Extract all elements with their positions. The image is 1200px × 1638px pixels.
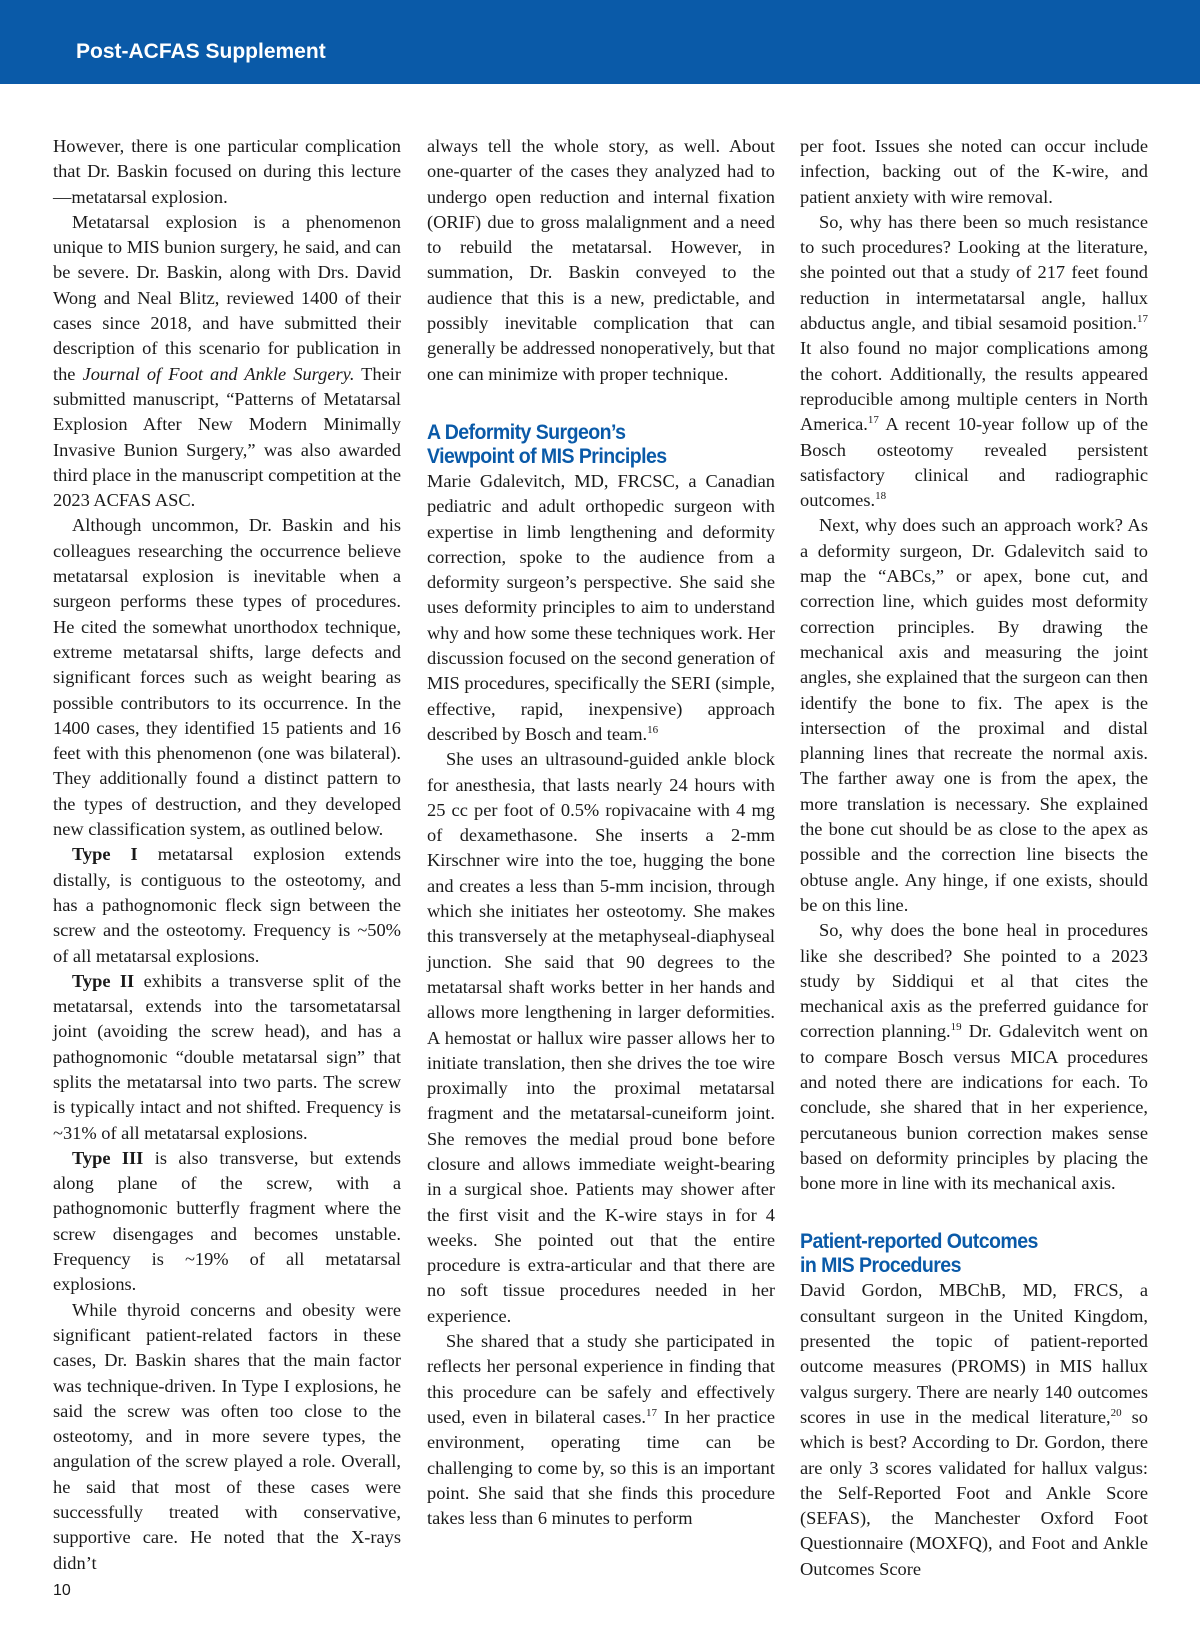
paragraph: per foot. Issues she noted can occur include infection, backing out of the K-wire, and patient anxiety with wire removal. [800,136,1148,207]
reference-marker: 19 [950,1021,962,1034]
subheading: A Deformity Surgeon’s Viewpoint of MIS Principles [427,420,667,468]
subheading: Patient-reported Outcomes in MIS Procedures [800,1230,1038,1278]
column-3 [800,134,1148,1582]
paragraph: always tell the whole story, as well. About one-quarter of the cases they analyzed had to undergo open reduction and internal fixation (ORIF) due to gross malalignment and a need to rebuild the metatarsal. However, in summation, Dr. Baskin conveyed to the audience that this is a new, predictable, and possibly inevitable complication that can generally be addressed nonoperatively, but that one can minimize with proper technique. [427,136,775,384]
reference-marker: 20 [1110,1406,1122,1419]
page-number: 10 [53,1582,71,1599]
paragraph: She shared that a study she participated in reflects her personal experience in finding that this procedure can be safely and effectively used, even in bilateral cases.$^{17}$ In her practice environment, operating time can be challenging to come by, so this is an important point. She said that she finds this procedure takes less than 6 minutes to perform [427,1331,775,1529]
reference-marker: 18 [875,490,887,503]
paragraph: She uses an ultrasound-guided ankle block for anesthesia, that lasts nearly 24 hours with 25 cc per foot of 0.5% ropivacaine with 4 mg of dexamethasone. She inserts a 2-mm Kirschner wire into the toe, hugging the bone and creates a less than 5-mm incision, through which she initiates her osteotomy. She makes this transversely at the metaphyseal-diaphyseal junction. She said that 90 degrees to the metatarsal shaft works better in her hands and allows more lengthening in larger deformities. A hemostat or hallux wire passer allows her to initiate translation, then she drives the toe wire proximally into the proximal metatarsal fragment and the metatarsal-cuneiform joint. She removes the medial proud bone before closure and allows immediate weight-bearing in a surgical shoe. Patients may shower after the first visit and the K-wire stays in for 4 weeks. She pointed out that the entire procedure is extra-articular and that there are no soft tissue procedures needed in her experience. [427,749,775,1326]
paragraph: However, there is one particular complication that Dr. Baskin focused on during this lecture—metatarsal explosion. [53,136,401,207]
type-label: Type I [72,844,138,865]
reference-marker: 16 [647,723,659,736]
paragraph-type-1: Type I metatarsal explosion extends distally, is contiguous to the osteotomy, and has a pathognomonic fleck sign between the screw and the osteotomy. Frequency is ~50% of all metatarsal explosions. [53,844,401,966]
header-band [0,0,1200,84]
paragraph: Next, why does such an approach work? As a deformity surgeon, Dr. Gdalevitch said to map the “ABCs,” or apex, bone cut, and correction line, which guides most deformity correction principles. By drawing the mechanical axis and measuring the joint angles, she explained that the surgeon can then identify the bone to fix. The apex is the intersection of the proximal and distal planning lines that recreate the normal axis. The farther away one is from the apex, the more translation is necessary. She explained the bone cut should be as close to the apex as possible and the correction line bisects the obtuse angle. Any hinge, if one exists, should be on this line. [800,515,1148,915]
paragraph: So, why does the bone heal in procedures like she described? She pointed to a 2023 study by Siddiqui et al that cites the mechanical axis as the preferred guidance for correction planning.$^{19}$ Dr. Gdalevitch went on to compare Bosch versus MICA procedures and noted there are indications for each. To conclude, she shared that in her experience, percutaneous bunion correction makes sense based on deformity principles by placing the bone more in line with its mechanical axis. [800,920,1148,1194]
section-title: Post-ACFAS Supplement [76,40,326,63]
reference-marker: 17 [645,1406,657,1419]
journal-title: Journal of Foot and Ankle Surgery. [82,363,355,384]
type-label: Type III [72,1147,144,1168]
paragraph: Metatarsal explosion is a phenomenon unique to MIS bunion surgery, he said, and can be severe. Dr. Baskin, along with Drs. David Wong and Neal Blitz, reviewed 1400 of their cases since 2018, and have submitted their description of this scenario for publication in the Journal of Foot and Ankle Surgery. Their submitted manuscript, “Patterns of Metatarsal Explosion After New Modern Minimally Invasive Bunion Surgery,” was also awarded third place in the manuscript competition at the 2023 ACFAS ASC. [53,211,401,511]
article-body [53,134,1151,1579]
paragraph: Although uncommon, Dr. Baskin and his colleagues researching the occurrence believe metatarsal explosion is inevitable when a surgeon performs these types of procedures. He cited the somewhat unorthodox technique, extreme metatarsal shifts, large defects and significant forces such as weight bearing as possible contributors to its occurrence. In the 1400 cases, they identified 15 patients and 16 feet with this phenomenon (one was bilateral). They additionally found a distinct pattern to the types of destruction, and they developed new classification system, as outlined below. [53,515,401,840]
paragraph-type-2: Type II exhibits a transverse split of the metatarsal, extends into the tarsometatarsal joint (avoiding the screw head), and has a pathognomonic “double metatarsal sign” that splits the metatarsal into two parts. The screw is typically intact and not shifted. Frequency is ~31% of all metatarsal explosions. [53,970,401,1143]
paragraph: While thyroid concerns and obesity were significant patient-related factors in these cases, Dr. Baskin shares that the main factor was technique-driven. In Type I explosions, he said the screw was often too close to the osteotomy, and in more severe types, the angulation of the screw played a role. Overall, he said that most of these cases were successfully treated with conservative, supportive care. He noted that the X-rays didn’t [53,1299,401,1573]
paragraph: David Gordon, MBChB, MD, FRCS, a consultant surgeon in the United Kingdom, presented the topic of patient-reported outcome measures (PROMS) in MIS hallux valgus surgery. There are nearly 140 outcomes scores in use in the medical literature,$^{20}$ so which is best? According to Dr. Gordon, there are only 3 scores validated for hallux valgus: the Self-Reported Foot and Ankle Score (SEFAS), the Manchester Oxford Foot Questionnaire (MOXFQ), and Foot and Ankle Outcomes Score [800,1280,1148,1579]
paragraph: So, why has there been so much resistance to such procedures? Looking at the literature, she pointed out that a study of 217 feet found reduction in intermetatarsal angle, hallux abductus angle, and tibial sesamoid position.$^{17}$ It also found no major complications among the cohort. Additionally, the results appeared reproducible among multiple centers in North America.$^{17}$ A recent 10-year follow up of the Bosch osteotomy revealed persistent satisfactory clinical and radiographic outcomes.$^{18}$ [800,211,1148,511]
paragraph: Marie Gdalevitch, MD, FRCSC, a Canadian pediatric and adult orthopedic surgeon with expertise in limb lengthening and deformity correction, spoke to the audience from a deformity surgeon’s perspective. She said she uses deformity principles to aim to understand why and how some these techniques work. Her discussion focused on the second generation of MIS procedures, specifically the SERI (simple, effective, rapid, inexpensive) approach described by Bosch and team.$^{16}$ [427,470,775,744]
type-label: Type II [72,970,135,991]
column-2 [427,134,775,1531]
reference-marker: 17 [1137,313,1148,326]
column-1 [53,134,401,1576]
paragraph-type-3: Type III is also transverse, but extends along plane of the screw, with a pathognomonic butterfly fragment where the screw disengages and becomes unstable. Frequency is ~19% of all metatarsal explosions. [53,1147,401,1295]
reference-marker: 17 [867,414,879,427]
